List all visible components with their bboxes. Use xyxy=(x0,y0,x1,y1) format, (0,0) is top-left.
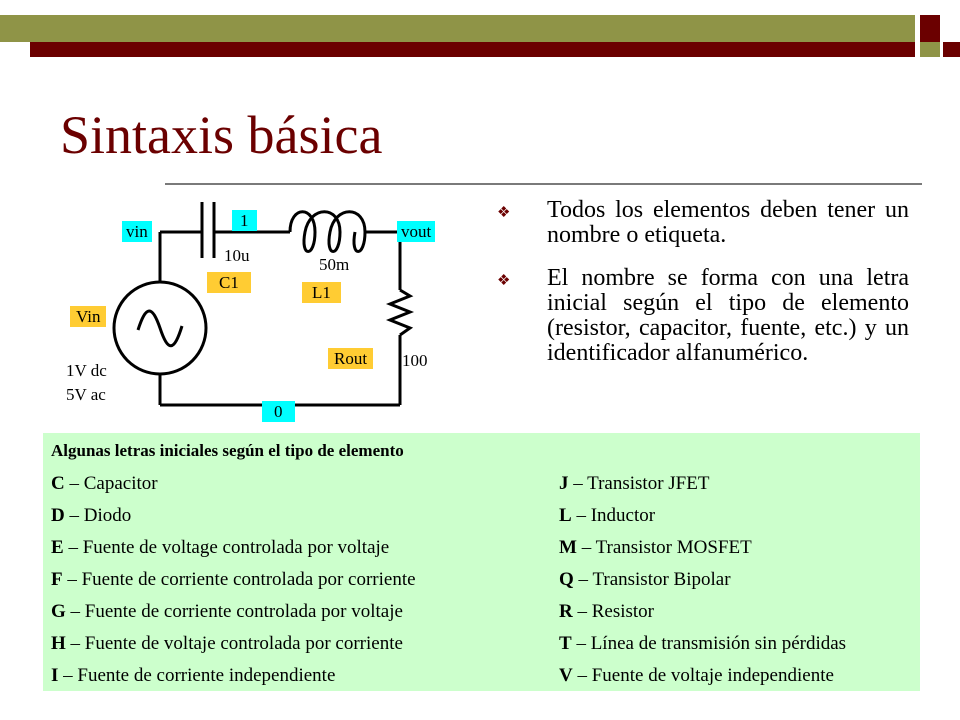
description: – Inductor xyxy=(571,505,656,526)
list-item xyxy=(51,505,131,527)
element-letters-panel xyxy=(43,433,920,691)
letter: D xyxy=(51,505,65,526)
description: – Fuente de corriente independiente xyxy=(58,665,336,686)
capacitor-name: C1 xyxy=(207,272,251,293)
description: – Transistor MOSFET xyxy=(576,537,752,558)
list-item xyxy=(51,601,403,623)
source-ac-value: 5V ac xyxy=(66,385,106,404)
list-item xyxy=(559,601,654,623)
list-item xyxy=(559,569,731,591)
description: – Resistor xyxy=(572,601,655,622)
letter: Q xyxy=(559,569,574,590)
description: – Fuente de voltaje independiente xyxy=(572,665,834,686)
bullet-list xyxy=(497,198,909,384)
diamond-bullet-icon: ❖ xyxy=(497,273,511,289)
bullet-item xyxy=(497,198,909,248)
list-item xyxy=(51,665,335,687)
letter: F xyxy=(51,569,63,590)
list-item xyxy=(51,473,158,495)
list-item xyxy=(559,505,655,527)
sine-wave xyxy=(138,311,182,346)
letter: R xyxy=(559,601,573,622)
letter: I xyxy=(51,665,59,686)
description: – Fuente de corriente controlada por voltaje xyxy=(65,601,403,622)
description: – Fuente de voltaje controlada por corriente xyxy=(65,633,403,654)
resistor-name: Rout xyxy=(328,348,373,369)
description: – Transistor Bipolar xyxy=(573,569,731,590)
list-item xyxy=(559,473,709,495)
diamond-bullet-icon: ❖ xyxy=(497,205,511,221)
list-item xyxy=(559,537,752,559)
node-label-0: 0 xyxy=(262,401,295,422)
list-item xyxy=(559,633,846,655)
node-label-1: 1 xyxy=(232,210,257,231)
source-name: Vin xyxy=(70,306,106,327)
capacitor-value: 10u xyxy=(224,246,250,265)
letter: C xyxy=(51,473,65,494)
letter: M xyxy=(559,537,577,558)
letter: G xyxy=(51,601,66,622)
letter: V xyxy=(559,665,573,686)
letter: E xyxy=(51,537,64,558)
resistor-zigzag xyxy=(390,290,410,335)
description: – Capacitor xyxy=(64,473,158,494)
list-item xyxy=(51,633,403,655)
node-label-vin: vin xyxy=(122,221,152,242)
letter: L xyxy=(559,505,572,526)
description: – Transistor JFET xyxy=(568,473,710,494)
list-item xyxy=(51,569,416,591)
description: – Fuente de voltage controlada por voltaje xyxy=(63,537,390,558)
resistor-value: 100 xyxy=(402,351,428,370)
description: – Fuente de corriente controlada por corriente xyxy=(62,569,416,590)
inductor-name: L1 xyxy=(302,282,341,303)
slide-title: Sintaxis básica xyxy=(60,105,383,165)
bullet-item xyxy=(497,266,909,366)
inductor-coil xyxy=(290,212,365,252)
letter: J xyxy=(559,473,569,494)
bullet-text: El nombre se forma con una letra inicial según el tipo de elemento (resistor, capacitor, fuente, etc.) y un identificador alfanumérico. xyxy=(547,265,909,366)
description: – Diodo xyxy=(64,505,132,526)
node-label-vout: vout xyxy=(397,221,435,242)
inductor-value: 50m xyxy=(319,255,350,274)
list-item xyxy=(559,665,834,687)
source-dc-value: 1V dc xyxy=(66,361,107,380)
letter: H xyxy=(51,633,66,654)
bullet-text: Todos los elementos deben tener un nombre o etiqueta. xyxy=(547,197,909,248)
letter: T xyxy=(559,633,572,654)
description: – Línea de transmisión sin pérdidas xyxy=(571,633,847,654)
panel-title: Algunas letras iniciales según el tipo de elemento xyxy=(51,441,404,460)
list-item xyxy=(51,537,389,559)
